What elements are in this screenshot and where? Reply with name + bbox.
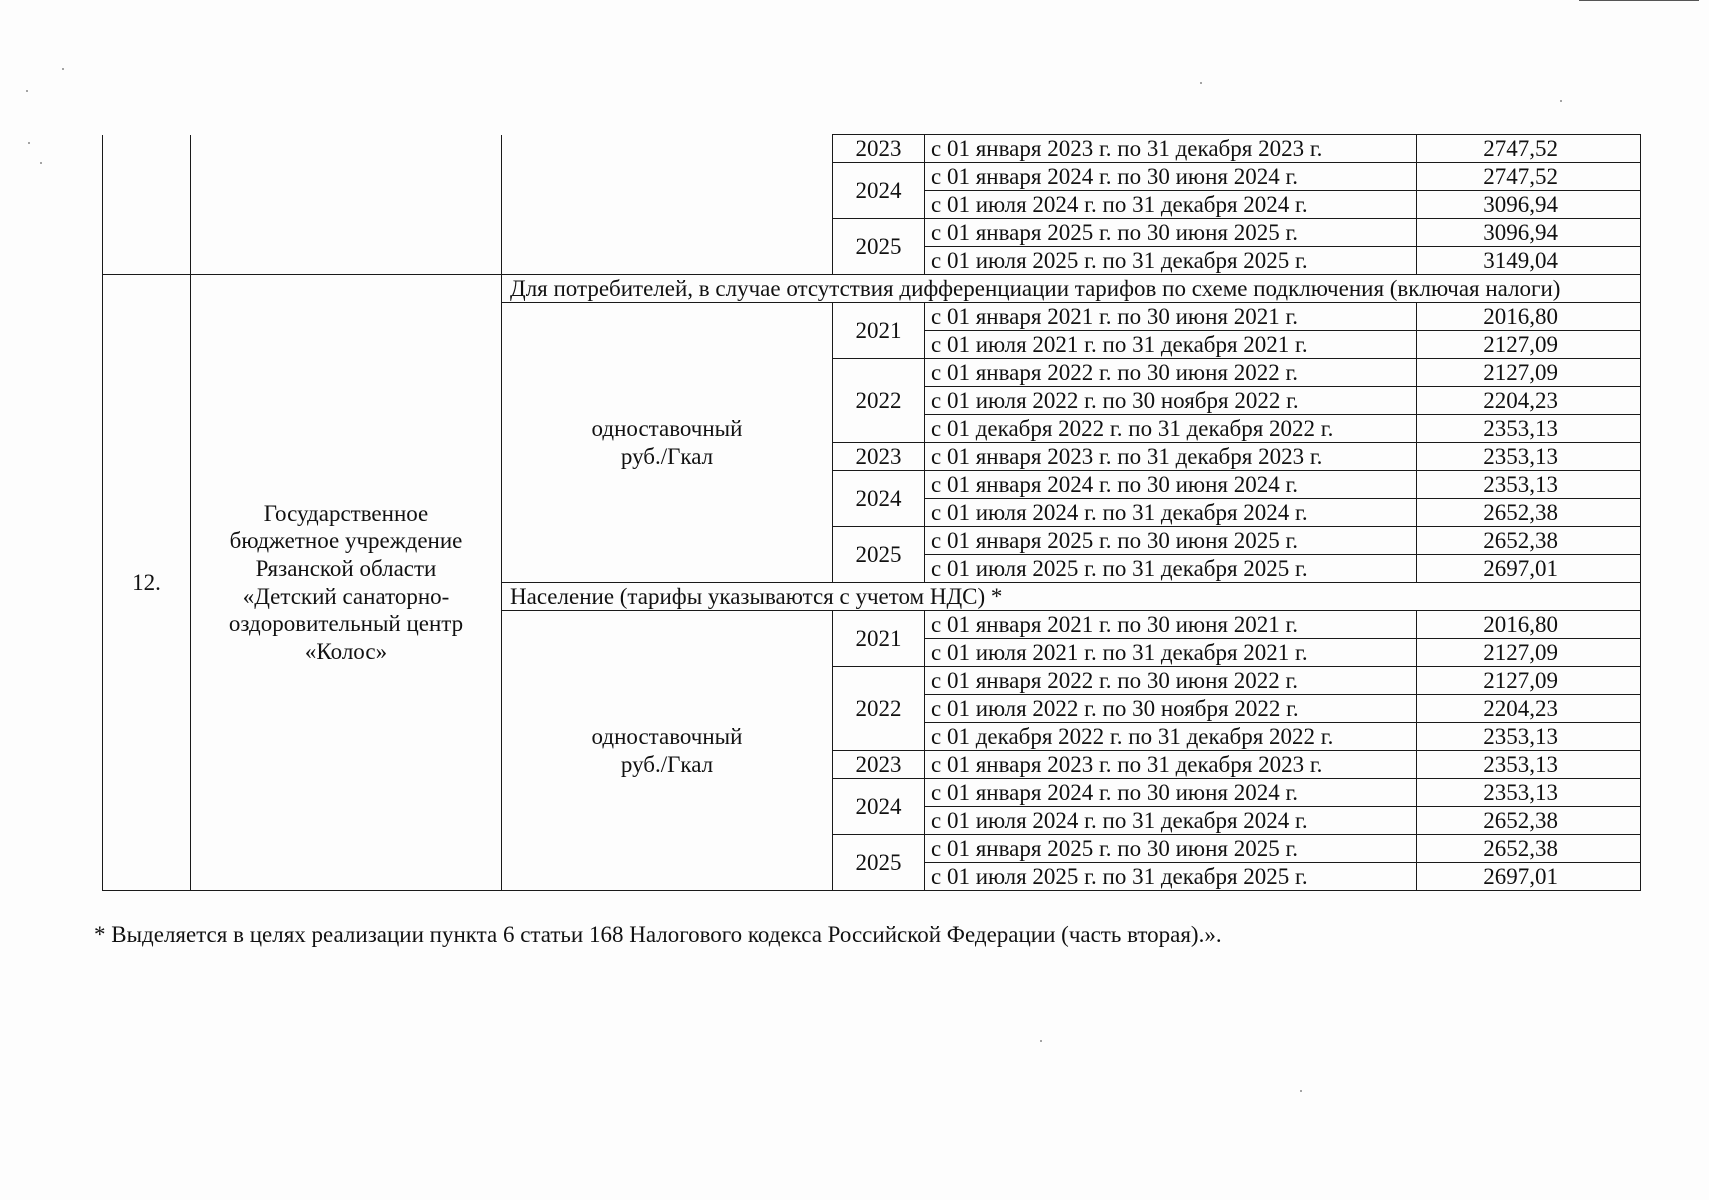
organization-name-line: «Детский санаторно- [242, 583, 450, 609]
year-cell: 2023 [833, 443, 925, 471]
period-cell: с 01 июля 2024 г. по 31 декабря 2024 г. [925, 191, 1417, 219]
period-cell: с 01 января 2023 г. по 31 декабря 2023 г. [925, 135, 1417, 163]
scan-speck [28, 142, 30, 144]
period-cell: с 01 января 2024 г. по 30 июня 2024 г. [925, 163, 1417, 191]
tariff-value-cell: 2127,09 [1417, 359, 1641, 387]
tariff-value-cell: 2652,38 [1417, 499, 1641, 527]
tariff-value-cell: 2652,38 [1417, 835, 1641, 863]
organization-name-line: бюджетное учреждение [229, 528, 463, 554]
period-cell: с 01 июля 2024 г. по 31 декабря 2024 г. [925, 499, 1417, 527]
period-cell: с 01 января 2022 г. по 30 июня 2022 г. [925, 667, 1417, 695]
period-cell: с 01 января 2025 г. по 30 июня 2025 г. [925, 527, 1417, 555]
year-cell: 2025 [833, 527, 925, 583]
organization-name-cell [191, 275, 502, 891]
period-cell: с 01 июля 2025 г. по 31 декабря 2025 г. [925, 247, 1417, 275]
tariff-value-cell: 2204,23 [1417, 387, 1641, 415]
period-cell: с 01 января 2025 г. по 30 июня 2025 г. [925, 835, 1417, 863]
period-cell: с 01 июля 2024 г. по 31 декабря 2024 г. [925, 807, 1417, 835]
tariff-value-cell: 2697,01 [1417, 863, 1641, 891]
rate-type-cell [502, 303, 833, 583]
period-cell: с 01 января 2023 г. по 31 декабря 2023 г. [925, 751, 1417, 779]
period-cell: с 01 января 2023 г. по 31 декабря 2023 г. [925, 443, 1417, 471]
tariff-value-cell: 2353,13 [1417, 415, 1641, 443]
year-cell: 2023 [833, 751, 925, 779]
period-cell: с 01 декабря 2022 г. по 31 декабря 2022 г. [925, 723, 1417, 751]
tariff-value-cell: 2353,13 [1417, 443, 1641, 471]
rate-cell-continued [502, 135, 833, 275]
table-row [103, 275, 1641, 303]
year-cell: 2025 [833, 219, 925, 275]
tariff-value-cell: 3149,04 [1417, 247, 1641, 275]
organization-name-line: Рязанской области [255, 555, 437, 581]
group-heading: Население (тарифы указываются с учетом НДС) * [502, 583, 1641, 611]
rate-type: одноставочный [591, 723, 743, 749]
tariff-value-cell: 2353,13 [1417, 751, 1641, 779]
period-cell: с 01 января 2024 г. по 30 июня 2024 г. [925, 471, 1417, 499]
period-cell: с 01 января 2021 г. по 30 июня 2021 г. [925, 303, 1417, 331]
tariff-value-cell: 2016,80 [1417, 303, 1641, 331]
tariff-value-cell: 2747,52 [1417, 163, 1641, 191]
period-cell: с 01 июля 2021 г. по 31 декабря 2021 г. [925, 331, 1417, 359]
number-cell-continued [103, 135, 191, 275]
footnote: * Выделяется в целях реализации пункта 6 статьи 168 Налогового кодекса Российской Федерации (часть вторая).». [94, 922, 1222, 947]
year-cell: 2024 [833, 471, 925, 527]
group-heading: Для потребителей, в случае отсутствия дифференциации тарифов по схеме подключения (включая налоги) [502, 275, 1641, 303]
scan-speck [1300, 1090, 1302, 1092]
year-cell: 2024 [833, 163, 925, 219]
year-cell: 2021 [833, 611, 925, 667]
tariff-value-cell: 3096,94 [1417, 191, 1641, 219]
tariff-value-cell: 3096,94 [1417, 219, 1641, 247]
year-cell: 2023 [833, 135, 925, 163]
rate-type: одноставочный [591, 415, 743, 441]
year-cell: 2024 [833, 779, 925, 835]
tariff-value-cell: 2652,38 [1417, 807, 1641, 835]
rate-unit: руб./Гкал [620, 751, 714, 777]
period-cell: с 01 января 2025 г. по 30 июня 2025 г. [925, 219, 1417, 247]
period-cell: с 01 января 2022 г. по 30 июня 2022 г. [925, 359, 1417, 387]
scan-speck [1040, 1040, 1042, 1042]
rate-unit: руб./Гкал [620, 443, 714, 469]
tariff-table [102, 134, 1641, 891]
period-cell: с 01 июля 2021 г. по 31 декабря 2021 г. [925, 639, 1417, 667]
table-row [103, 135, 1641, 163]
organization-cell-continued [191, 135, 502, 275]
tariff-value-cell: 2127,09 [1417, 667, 1641, 695]
period-cell: с 01 января 2024 г. по 30 июня 2024 г. [925, 779, 1417, 807]
tariff-value-cell: 2697,01 [1417, 555, 1641, 583]
organization-name-line: оздоровительный центр [228, 611, 464, 637]
scan-speck [26, 90, 28, 92]
period-cell: с 01 января 2021 г. по 30 июня 2021 г. [925, 611, 1417, 639]
tariff-value-cell: 2016,80 [1417, 611, 1641, 639]
scan-speck [62, 68, 64, 70]
year-cell: 2025 [833, 835, 925, 891]
entry-number-cell: 12. [103, 275, 191, 891]
scan-speck [1200, 82, 1202, 84]
organization-name-line: «Колос» [304, 638, 388, 664]
period-cell: с 01 июля 2022 г. по 30 ноября 2022 г. [925, 695, 1417, 723]
tariff-value-cell: 2747,52 [1417, 135, 1641, 163]
year-cell: 2022 [833, 667, 925, 751]
page-edge-rule [1579, 0, 1699, 1]
year-cell: 2022 [833, 359, 925, 443]
scan-speck [40, 162, 42, 164]
period-cell: с 01 июля 2025 г. по 31 декабря 2025 г. [925, 863, 1417, 891]
scan-speck [1560, 100, 1562, 102]
year-cell: 2021 [833, 303, 925, 359]
period-cell: с 01 декабря 2022 г. по 31 декабря 2022 г. [925, 415, 1417, 443]
rate-type-cell [502, 611, 833, 891]
period-cell: с 01 июля 2022 г. по 30 ноября 2022 г. [925, 387, 1417, 415]
tariff-value-cell: 2127,09 [1417, 639, 1641, 667]
tariff-value-cell: 2353,13 [1417, 723, 1641, 751]
tariff-value-cell: 2127,09 [1417, 331, 1641, 359]
period-cell: с 01 июля 2025 г. по 31 декабря 2025 г. [925, 555, 1417, 583]
organization-name-line: Государственное [263, 500, 429, 526]
tariff-value-cell: 2353,13 [1417, 471, 1641, 499]
tariff-value-cell: 2204,23 [1417, 695, 1641, 723]
tariff-value-cell: 2353,13 [1417, 779, 1641, 807]
tariff-value-cell: 2652,38 [1417, 527, 1641, 555]
